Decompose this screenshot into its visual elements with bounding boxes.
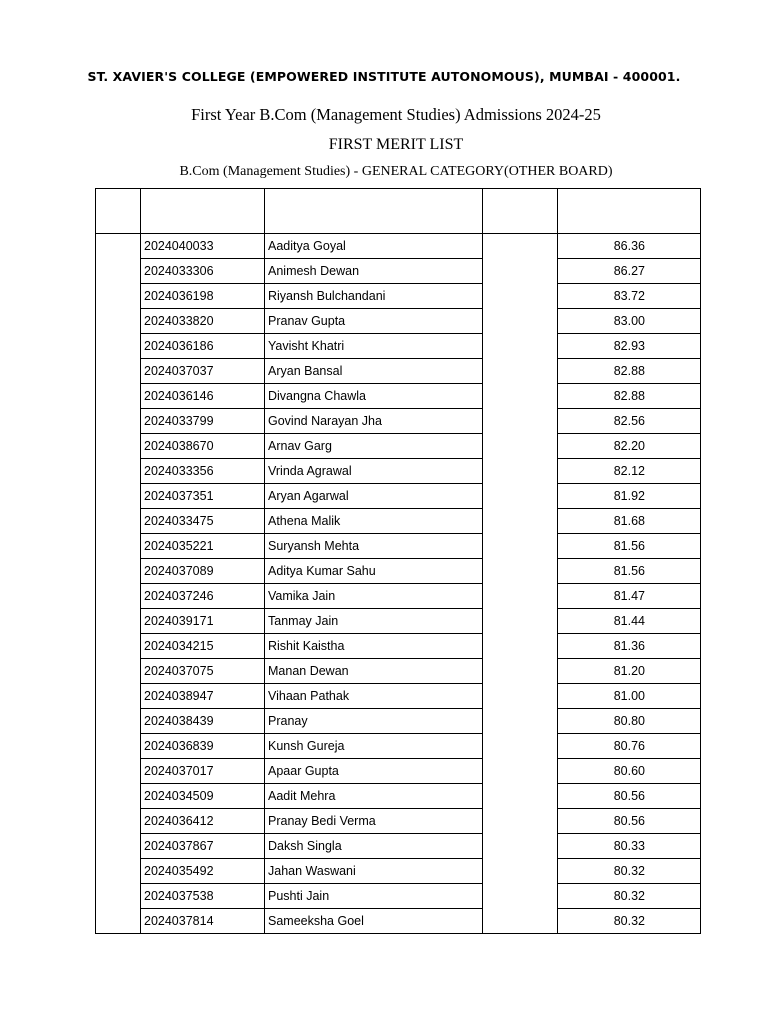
category-heading: B.Com (Management Studies) - GENERAL CATEGORY(OTHER BOARD) [179,164,613,179]
table-row [96,909,701,934]
table-row [96,734,701,759]
sno-cell [96,509,141,534]
application-number: 2024038947 [141,684,265,709]
blank-cell [483,259,558,284]
table-row [96,459,701,484]
merit-table [95,188,701,934]
table-row [96,359,701,384]
student-name: Pranay Bedi Verma [265,809,483,834]
student-name: Aryan Agarwal [265,484,483,509]
application-number: 2024033475 [141,509,265,534]
header-cell-name [265,189,483,234]
sno-cell [96,909,141,934]
blank-cell [483,659,558,684]
application-number: 2024037867 [141,834,265,859]
student-name: Govind Narayan Jha [265,409,483,434]
score-value: 82.12 [558,459,701,484]
student-name: Pranay [265,709,483,734]
sno-cell [96,334,141,359]
score-value: 81.36 [558,634,701,659]
score-value: 81.47 [558,584,701,609]
student-name: Vamika Jain [265,584,483,609]
application-number: 2024035221 [141,534,265,559]
sno-cell [96,609,141,634]
application-number: 2024037246 [141,584,265,609]
score-value: 80.32 [558,909,701,934]
student-name: Sameeksha Goel [265,909,483,934]
table-row [96,434,701,459]
application-number: 2024034215 [141,634,265,659]
blank-cell [483,234,558,259]
score-value: 83.00 [558,309,701,334]
score-value: 81.68 [558,509,701,534]
student-name: Aditya Kumar Sahu [265,559,483,584]
sno-cell [96,409,141,434]
blank-cell [483,834,558,859]
blank-cell [483,909,558,934]
application-number: 2024033306 [141,259,265,284]
table-row [96,284,701,309]
score-value: 81.56 [558,559,701,584]
student-name: Apaar Gupta [265,759,483,784]
score-value: 80.56 [558,809,701,834]
table-row [96,484,701,509]
blank-cell [483,809,558,834]
table-row [96,534,701,559]
score-value: 80.76 [558,734,701,759]
score-value: 81.00 [558,684,701,709]
student-name: Rishit Kaistha [265,634,483,659]
table-row [96,384,701,409]
score-value: 80.32 [558,859,701,884]
blank-cell [483,309,558,334]
table-row [96,809,701,834]
score-value: 82.56 [558,409,701,434]
blank-cell [483,684,558,709]
blank-cell [483,434,558,459]
blank-cell [483,584,558,609]
student-name: Pushti Jain [265,884,483,909]
score-value: 81.56 [558,534,701,559]
blank-cell [483,734,558,759]
table-row [96,234,701,259]
blank-cell [483,709,558,734]
blank-cell [483,859,558,884]
sno-cell [96,234,141,259]
blank-cell [483,334,558,359]
student-name: Arnav Garg [265,434,483,459]
sno-cell [96,759,141,784]
table-row [96,634,701,659]
table-row [96,609,701,634]
application-number: 2024033356 [141,459,265,484]
application-number: 2024033820 [141,309,265,334]
blank-cell [483,609,558,634]
sno-cell [96,684,141,709]
student-name: Daksh Singla [265,834,483,859]
sno-cell [96,709,141,734]
header-cell-application [141,189,265,234]
score-value: 86.27 [558,259,701,284]
student-name: Yavisht Khatri [265,334,483,359]
score-value: 80.33 [558,834,701,859]
score-value: 82.88 [558,384,701,409]
header-cell-blank [483,189,558,234]
student-name: Suryansh Mehta [265,534,483,559]
score-value: 82.88 [558,359,701,384]
student-name: Tanmay Jain [265,609,483,634]
table-body [96,234,701,934]
sno-cell [96,809,141,834]
student-name: Jahan Waswani [265,859,483,884]
sno-cell [96,434,141,459]
blank-cell [483,284,558,309]
header-cell-sno [96,189,141,234]
merit-list-title: FIRST MERIT LIST [328,136,464,153]
application-number: 2024040033 [141,234,265,259]
blank-cell [483,759,558,784]
table-row [96,859,701,884]
admissions-heading: First Year B.Com (Management Studies) Admissions 2024-25 [191,105,601,124]
student-name: Aaditya Goyal [265,234,483,259]
table-row [96,259,701,284]
application-number: 2024038670 [141,434,265,459]
student-name: Riyansh Bulchandani [265,284,483,309]
application-number: 2024037017 [141,759,265,784]
blank-cell [483,509,558,534]
table-row [96,834,701,859]
header-cell-score [558,189,701,234]
sno-cell [96,484,141,509]
application-number: 2024037075 [141,659,265,684]
student-name: Aadit Mehra [265,784,483,809]
table-row [96,659,701,684]
student-name: Vihaan Pathak [265,684,483,709]
blank-cell [483,784,558,809]
table-row [96,584,701,609]
student-name: Manan Dewan [265,659,483,684]
blank-cell [483,534,558,559]
application-number: 2024037538 [141,884,265,909]
score-value: 81.20 [558,659,701,684]
sno-cell [96,534,141,559]
blank-cell [483,409,558,434]
sno-cell [96,884,141,909]
blank-cell [483,459,558,484]
sno-cell [96,859,141,884]
score-value: 82.20 [558,434,701,459]
sno-cell [96,459,141,484]
score-value: 80.56 [558,784,701,809]
application-number: 2024034509 [141,784,265,809]
score-value: 83.72 [558,284,701,309]
sno-cell [96,384,141,409]
table-row [96,884,701,909]
score-value: 80.32 [558,884,701,909]
table-row [96,334,701,359]
student-name: Animesh Dewan [265,259,483,284]
application-number: 2024036146 [141,384,265,409]
sno-cell [96,659,141,684]
sno-cell [96,359,141,384]
score-value: 82.93 [558,334,701,359]
table-row [96,784,701,809]
application-number: 2024036186 [141,334,265,359]
table-row [96,684,701,709]
student-name: Vrinda Agrawal [265,459,483,484]
sno-cell [96,259,141,284]
blank-cell [483,384,558,409]
sno-cell [96,784,141,809]
application-number: 2024037089 [141,559,265,584]
sno-cell [96,634,141,659]
application-number: 2024035492 [141,859,265,884]
college-heading: ST. XAVIER'S COLLEGE (EMPOWERED INSTITUTE AUTONOMOUS), MUMBAI - 400001. [87,69,681,84]
score-value: 86.36 [558,234,701,259]
table-row [96,759,701,784]
score-value: 80.80 [558,709,701,734]
blank-cell [483,559,558,584]
table-row [96,559,701,584]
application-number: 2024039171 [141,609,265,634]
student-name: Aryan Bansal [265,359,483,384]
student-name: Divangna Chawla [265,384,483,409]
application-number: 2024038439 [141,709,265,734]
table-row [96,709,701,734]
blank-cell [483,359,558,384]
sno-cell [96,559,141,584]
score-value: 81.44 [558,609,701,634]
student-name: Kunsh Gureja [265,734,483,759]
sno-cell [96,309,141,334]
table-row [96,509,701,534]
application-number: 2024033799 [141,409,265,434]
blank-cell [483,884,558,909]
application-number: 2024037037 [141,359,265,384]
table-row [96,309,701,334]
application-number: 2024036839 [141,734,265,759]
student-name: Pranav Gupta [265,309,483,334]
sno-cell [96,284,141,309]
student-name: Athena Malik [265,509,483,534]
blank-cell [483,634,558,659]
application-number: 2024036412 [141,809,265,834]
sno-cell [96,734,141,759]
score-value: 81.92 [558,484,701,509]
sno-cell [96,834,141,859]
application-number: 2024036198 [141,284,265,309]
application-number: 2024037351 [141,484,265,509]
score-value: 80.60 [558,759,701,784]
table-row [96,409,701,434]
blank-cell [483,484,558,509]
application-number: 2024037814 [141,909,265,934]
table-header-row [96,189,701,234]
sno-cell [96,584,141,609]
